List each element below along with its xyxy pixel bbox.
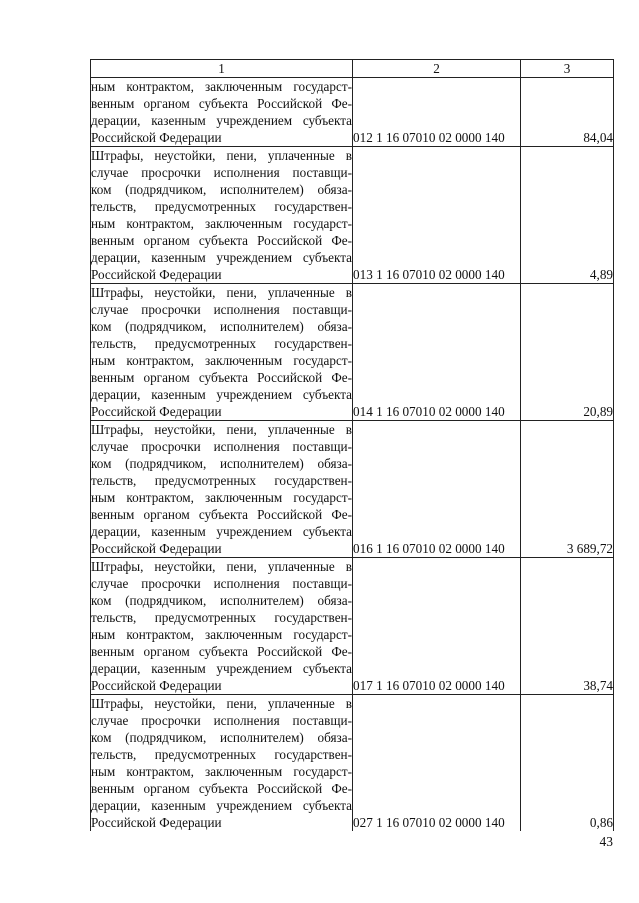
description-line: ком (подрядчиком, исполнителем) обяза-	[91, 319, 352, 334]
row-description	[91, 147, 353, 284]
row-classification-code: 017 1 16 07010 02 0000 140	[353, 558, 521, 695]
description-line: тельств, предусмотренных государствен-	[91, 747, 352, 762]
description-line: венным органом субъекта Российской Фе-	[91, 781, 352, 796]
row-classification-code: 016 1 16 07010 02 0000 140	[353, 421, 521, 558]
description-line: ным контрактом, заключенным государст-	[91, 216, 352, 231]
description-line: тельств, предусмотренных государствен-	[91, 336, 352, 351]
row-classification-code: 013 1 16 07010 02 0000 140	[353, 147, 521, 284]
description-line: случае просрочки исполнения поставщи-	[91, 165, 352, 180]
table-row	[91, 421, 614, 558]
description-line: случае просрочки исполнения поставщи-	[91, 576, 352, 591]
table-header-row	[91, 60, 614, 78]
table-body	[91, 78, 614, 832]
description-line: Штрафы, неустойки, пени, уплаченные в	[91, 148, 352, 163]
table-row	[91, 558, 614, 695]
description-line: Российской Федерации	[91, 130, 222, 145]
description-line: ком (подрядчиком, исполнителем) обяза-	[91, 182, 352, 197]
row-amount: 0,86	[521, 695, 614, 832]
description-line: дерации, казенным учреждением субъекта	[91, 798, 352, 813]
row-description	[91, 421, 353, 558]
table-row	[91, 78, 614, 147]
row-classification-code: 012 1 16 07010 02 0000 140	[353, 78, 521, 147]
description-line: дерации, казенным учреждением субъекта	[91, 387, 352, 402]
description-line: ком (подрядчиком, исполнителем) обяза-	[91, 730, 352, 745]
description-line: тельств, предусмотренных государствен-	[91, 199, 352, 214]
row-amount: 4,89	[521, 147, 614, 284]
description-line: дерации, казенным учреждением субъекта	[91, 661, 352, 676]
description-line: ком (подрядчиком, исполнителем) обяза-	[91, 593, 352, 608]
revenue-table	[90, 59, 614, 831]
table-row	[91, 147, 614, 284]
row-amount: 20,89	[521, 284, 614, 421]
description-line: Российской Федерации	[91, 815, 222, 830]
page-number: 43	[599, 834, 613, 849]
description-line: ным контрактом, заключенным государст-	[91, 79, 352, 94]
description-line: случае просрочки исполнения поставщи-	[91, 439, 352, 454]
description-line: Штрафы, неустойки, пени, уплаченные в	[91, 422, 352, 437]
description-line: ным контрактом, заключенным государст-	[91, 627, 352, 642]
column-header-2: 2	[353, 60, 521, 78]
row-amount: 3 689,72	[521, 421, 614, 558]
row-description	[91, 695, 353, 832]
description-line: венным органом субъекта Российской Фе-	[91, 233, 352, 248]
table-row	[91, 695, 614, 832]
description-line: случае просрочки исполнения поставщи-	[91, 302, 352, 317]
row-amount: 38,74	[521, 558, 614, 695]
column-header-1: 1	[91, 60, 353, 78]
description-line: ным контрактом, заключенным государст-	[91, 353, 352, 368]
description-line: дерации, казенным учреждением субъекта	[91, 250, 352, 265]
table-row	[91, 284, 614, 421]
description-line: дерации, казенным учреждением субъекта	[91, 524, 352, 539]
row-description	[91, 78, 353, 147]
description-line: венным органом субъекта Российской Фе-	[91, 370, 352, 385]
description-line: венным органом субъекта Российской Фе-	[91, 644, 352, 659]
description-line: венным органом субъекта Российской Фе-	[91, 507, 352, 522]
description-line: венным органом субъекта Российской Фе-	[91, 96, 352, 111]
description-line: тельств, предусмотренных государствен-	[91, 473, 352, 488]
description-line: ным контрактом, заключенным государст-	[91, 764, 352, 779]
description-line: тельств, предусмотренных государствен-	[91, 610, 352, 625]
description-line: Российской Федерации	[91, 267, 222, 282]
row-classification-code: 014 1 16 07010 02 0000 140	[353, 284, 521, 421]
row-classification-code: 027 1 16 07010 02 0000 140	[353, 695, 521, 832]
row-amount: 84,04	[521, 78, 614, 147]
description-line: Российской Федерации	[91, 404, 222, 419]
row-description	[91, 284, 353, 421]
description-line: Российской Федерации	[91, 541, 222, 556]
description-line: Штрафы, неустойки, пени, уплаченные в	[91, 696, 352, 711]
description-line: ком (подрядчиком, исполнителем) обяза-	[91, 456, 352, 471]
description-line: случае просрочки исполнения поставщи-	[91, 713, 352, 728]
description-line: Штрафы, неустойки, пени, уплаченные в	[91, 285, 352, 300]
description-line: Российской Федерации	[91, 678, 222, 693]
row-description	[91, 558, 353, 695]
description-line: Штрафы, неустойки, пени, уплаченные в	[91, 559, 352, 574]
description-line: ным контрактом, заключенным государст-	[91, 490, 352, 505]
column-header-3: 3	[521, 60, 614, 78]
description-line: дерации, казенным учреждением субъекта	[91, 113, 352, 128]
